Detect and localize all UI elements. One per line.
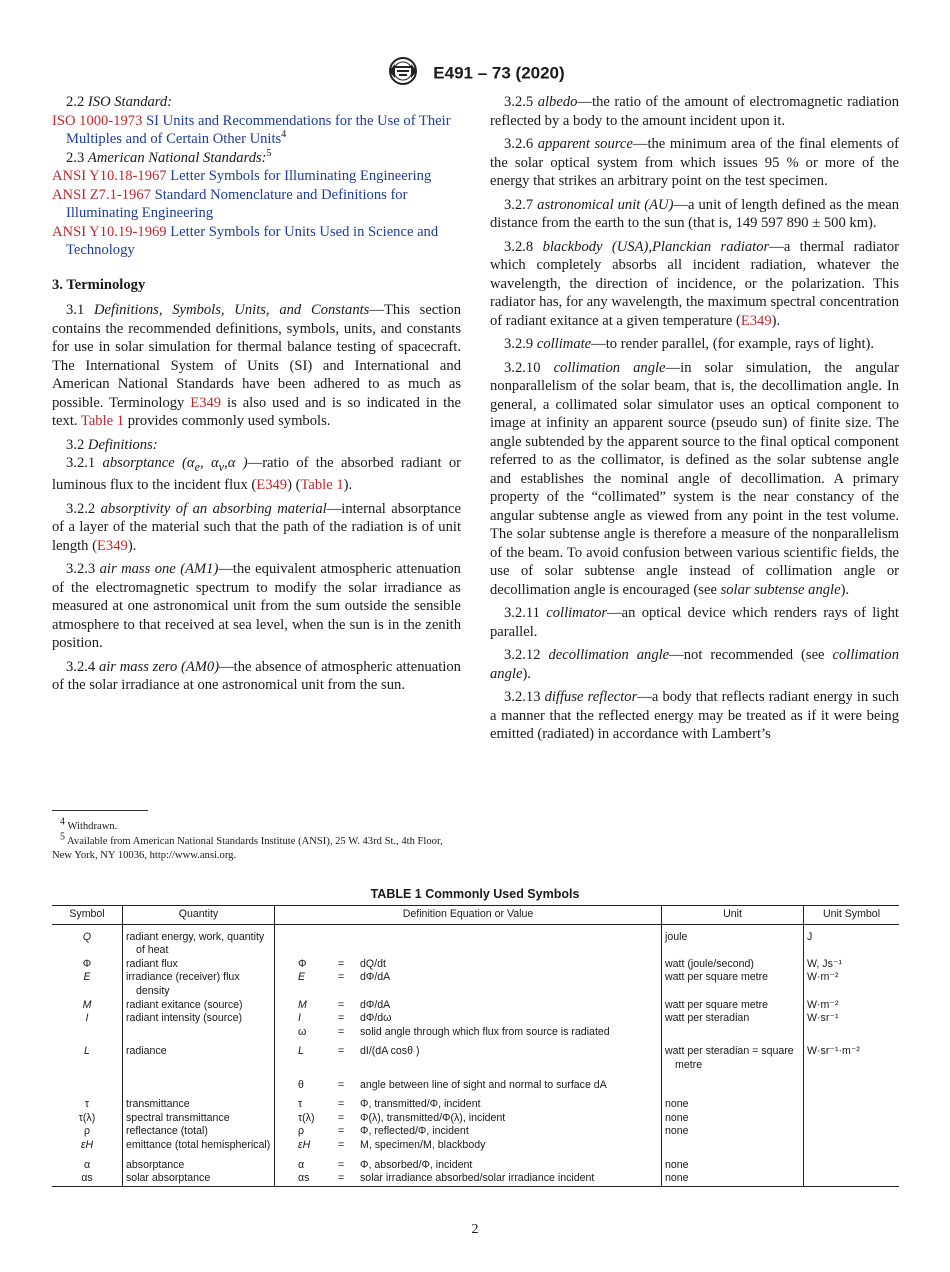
cell-unit-symbol: [804, 1092, 900, 1112]
e349-link[interactable]: E349: [740, 312, 772, 329]
ansi-ref-code-link[interactable]: ANSI Y10.18-1967: [52, 168, 167, 184]
left-column: [52, 93, 461, 700]
cell-unit-symbol: [804, 1153, 900, 1173]
cell-quantity: solar absorptance: [123, 1172, 275, 1186]
cell-unit: none: [662, 1172, 804, 1186]
cell-symbol: ρ: [83, 1125, 91, 1138]
table-row: [52, 1026, 899, 1040]
paragraph-3-2-7: 3.2.7 astronomical unit (AU)—a unit of length defined as the mean distance from the earth to the sun (that is, 149 597 890 ± 500 km).: [490, 196, 899, 231]
cell-unit: [662, 1139, 804, 1153]
header-quantity: Quantity: [123, 906, 275, 925]
paragraph-3-2-9: 3.2.9 collimate—to render parallel, (for example, rays of light).: [504, 336, 875, 352]
paragraph-3-2-6: 3.2.6 apparent source—the minimum area of the final elements of the solar optical system from which issues 95 % or more of the energy that strikes an arbitrary point on the test specimen.: [490, 136, 899, 189]
e349-link[interactable]: E349: [97, 537, 128, 554]
paragraph-3-2: 3.2 Definitions:: [66, 436, 158, 453]
cell-definition: [275, 924, 662, 958]
cell-symbol: τ: [84, 1098, 90, 1111]
cell-symbol: Φ: [82, 957, 92, 970]
e349-link[interactable]: E349: [190, 394, 222, 411]
paragraph-3-2-8: 3.2.8 blackbody (USA),Planckian radiator—a thermal radiator which completely absorbs all incident radiation, whatever the wavelength, the direction of incidence, or the polarization. This radiator has, for any wavelength, the maximum spectral concentration of radiant exitance at a given temperature (E349).: [490, 238, 899, 329]
paragraph-3-2-1: 3.2.1 absorptance ($\alpha_e$, $\alpha_v,\alpha$ )—ratio of the absorbed radiant or luminous flux to the incident flux (E349) (Table 1).: [52, 455, 462, 494]
page-number: 2: [471, 1222, 479, 1237]
document-designation: E491 – 73 (2020): [433, 63, 565, 83]
table-title: TABLE 1 Commonly Used Symbols: [370, 887, 580, 901]
cell-symbol: I: [85, 1012, 89, 1025]
cell-unit-symbol: [804, 1125, 900, 1139]
cell-definition: I = dΦ/dω: [275, 1012, 662, 1026]
cell-quantity: irradiance (receiver) flux density: [123, 971, 275, 998]
iso-heading: 2.2 ISO Standard:: [66, 94, 173, 110]
table-row: [52, 1172, 899, 1186]
cell-definition: τ = Φ, transmitted/Φ, incident: [275, 1092, 662, 1112]
symbols-table: [52, 905, 899, 1187]
cell-quantity: transmittance: [123, 1092, 275, 1112]
cell-symbol: E: [83, 971, 91, 984]
table-row: [52, 1139, 899, 1153]
paragraph-3-2-4: 3.2.4 air mass zero (AM0)—the absence of atmospheric attenuation of the solar irradiance at one astronomical unit from the sun.: [52, 658, 461, 694]
astm-logo-icon: [385, 56, 421, 91]
ansi-ref-code-link[interactable]: ANSI Z7.1-1967: [52, 186, 151, 203]
iso-reference: ISO 1000-1973 SI Units and Recommendations for the Use of Their Multiples and of Certain Other Units$^4$: [52, 112, 451, 147]
table1-link[interactable]: Table 1: [80, 413, 125, 429]
cell-definition: ω = solid angle through which flux from source is radiated: [275, 1026, 662, 1040]
cell-symbol: Q: [82, 930, 92, 943]
paragraph-3-2-3: 3.2.3 air mass one (AM1)—the equivalent atmospheric attenuation of the electromagnetic spectrum to modify the solar irradiance as measured at one astronomical unit from the sum outside the sensible atmosphere to that received at sea level, when the sun is in the zenith position.: [52, 561, 461, 652]
table-row: [52, 1125, 899, 1139]
table-row: [52, 1153, 899, 1173]
ansi-reference: [52, 167, 461, 186]
paragraph-3-1: 3.1 Definitions, Symbols, Units, and Constants—This section contains the recommended definitions, symbols, units, and constants for use in solar simulation for thermal balance testing of spacecraft. The International System of Units (SI) and International and American National Standards have been adhered to as much as possible. Terminology E349 is also used and is so indicated in the text. Table 1 provides commonly used symbols.: [52, 302, 461, 429]
cell-unit: watt (joule/second): [662, 958, 804, 972]
cell-symbol: [52, 1026, 123, 1040]
cell-quantity: reflectance (total): [123, 1125, 275, 1139]
cell-quantity: emittance (total hemispherical): [123, 1139, 275, 1153]
cell-unit: watt per steradian: [662, 1012, 804, 1026]
cell-definition: τ(λ) = Φ(λ), transmitted/Φ(λ), incident: [275, 1112, 662, 1126]
cell-unit: none: [662, 1153, 804, 1173]
footnote-4: $^4$ Withdrawn.: [59, 816, 118, 832]
cell-definition: θ = angle between line of sight and normal to surface dA: [275, 1073, 662, 1093]
cell-unit-symbol: W, Js⁻¹: [804, 958, 900, 972]
cell-unit-symbol: W·m⁻²: [804, 999, 900, 1013]
ansi-heading: 2.3 American National Standards:$^5$: [66, 147, 272, 166]
iso-ref-title-link[interactable]: SI Units and Recommendations for the Use of Their Multiples and of Certain Other Units: [66, 112, 451, 147]
cell-unit-symbol: [804, 1112, 900, 1126]
table-row: [52, 1112, 899, 1126]
cell-unit-symbol: [804, 1139, 900, 1153]
cell-unit: none: [662, 1112, 804, 1126]
iso-ref-code-link[interactable]: ISO 1000-1973: [52, 112, 143, 129]
cell-unit-symbol: W·m⁻²: [804, 971, 900, 998]
header-definition: Definition Equation or Value: [275, 906, 662, 925]
footnote-rule: [52, 810, 148, 811]
e349-link[interactable]: E349: [256, 477, 288, 494]
header-unit-symbol: Unit Symbol: [804, 906, 900, 925]
ansi-ref-title-link[interactable]: Standard Nomenclature and Definitions for Illuminating Engineering: [66, 186, 408, 221]
paragraph-3-2-11: 3.2.11 collimator—an optical device which renders rays of light parallel.: [490, 605, 899, 640]
cell-definition: Φ = dQ/dt: [275, 958, 662, 972]
table-row: [52, 1039, 899, 1072]
cell-symbol: αs: [52, 1172, 123, 1186]
paragraph-3-2-13: 3.2.13 diffuse reflector—a body that reflects radiant energy in such a manner that the reflected energy may be treated as if it were being emitted (radiated) in accordance with Lambert’s: [490, 689, 900, 742]
cell-quantity: [123, 1026, 275, 1040]
ansi-reference: [52, 223, 461, 260]
cell-definition: εH = M, specimen/M, blackbody: [275, 1139, 662, 1153]
cell-quantity: [123, 1073, 275, 1093]
ansi-reference: [52, 186, 461, 223]
cell-symbol: εH: [80, 1138, 94, 1151]
cell-unit-symbol: W·sr⁻¹: [804, 1012, 900, 1026]
table-row: [52, 924, 899, 958]
cell-definition: αs = solar irradiance absorbed/solar irradiance incident: [275, 1172, 662, 1186]
cell-quantity: absorptance: [123, 1153, 275, 1173]
cell-quantity: radiant energy, work, quantity of heat: [123, 924, 275, 958]
cell-symbol: L: [84, 1045, 90, 1058]
cell-unit: none: [662, 1092, 804, 1112]
table-row: [52, 1073, 899, 1093]
cell-quantity: radiant exitance (source): [123, 999, 275, 1013]
cell-symbol: [52, 1073, 123, 1093]
cell-symbol: τ(λ): [78, 1111, 96, 1124]
cell-quantity: radiant flux: [123, 958, 275, 972]
table-row: [52, 971, 899, 998]
cell-definition: M = dΦ/dA: [275, 999, 662, 1013]
cell-unit: joule: [662, 924, 804, 958]
cell-unit: watt per square metre: [662, 999, 804, 1013]
ansi-ref-title-link[interactable]: Letter Symbols for Units Used in Science and Technology: [66, 223, 439, 258]
page-header: [0, 56, 950, 91]
ansi-ref-title-link[interactable]: Letter Symbols for Illuminating Engineering: [170, 168, 432, 184]
table-header-row: [52, 906, 899, 925]
table1-link[interactable]: Table 1: [300, 477, 344, 494]
cell-symbol: α: [83, 1158, 91, 1171]
footnote-5: $^5$ Available from American National Standards Institute (ANSI), 25 W. 43rd St., 4th Floor, New York, NY 10036, http://www.ansi.org.: [52, 831, 443, 861]
table-row: [52, 1012, 899, 1026]
cell-unit-symbol: J: [804, 924, 900, 958]
section-title: 3. Terminology: [52, 276, 146, 293]
ansi-ref-code-link[interactable]: ANSI Y10.19-1969: [52, 223, 167, 240]
cell-quantity: radiance: [123, 1039, 275, 1072]
header-unit: Unit: [662, 906, 804, 925]
cell-unit-symbol: W·sr⁻¹·m⁻²: [804, 1039, 900, 1072]
cell-unit: watt per steradian = square metre: [662, 1039, 804, 1072]
cell-quantity: radiant intensity (source): [123, 1012, 275, 1026]
paragraph-3-2-12: 3.2.12 decollimation angle—not recommended (see collimation angle).: [490, 647, 900, 682]
cell-unit: watt per square metre: [662, 971, 804, 998]
cell-definition: L = dI/(dA cosθ ): [275, 1039, 662, 1072]
table-row: [52, 999, 899, 1013]
cell-definition: α = Φ, absorbed/Φ, incident: [275, 1153, 662, 1173]
table-row: [52, 958, 899, 972]
paragraph-3-2-10: 3.2.10 collimation angle—in solar simulation, the angular nonparallelism of the solar beam, that is, the decollimation angle. In general, a collimated solar simulator uses an optical component to image at infinity an apparent source (pseudo sun) of finite size. The angle subtended by the apparent source to the final optical component referred to as the collimator, is defined as the solar subtense angle and establishes the nominal angle of decollimation. A primary property of the “collimated” system is the near constancy of the angular subtense angle as viewed from any point in the test volume. The solar subtense angle is therefore a measure of the nonparallelism of the beam. To avoid confusion between various scientific fields, the use of solar subtense angle instead of collimation angle or decollimation angle is encouraged (see solar subtense angle).: [490, 359, 899, 598]
cell-unit-symbol: [804, 1026, 900, 1040]
cell-unit-symbol: [804, 1172, 900, 1186]
cell-unit: none: [662, 1125, 804, 1139]
right-column: [490, 93, 899, 749]
cell-unit: [662, 1026, 804, 1040]
table-row: [52, 1092, 899, 1112]
paragraph-3-2-5: 3.2.5 albedo—the ratio of the amount of electromagnetic radiation reflected by a body to the amount incident upon it.: [490, 94, 899, 129]
cell-definition: ρ = Φ, reflected/Φ, incident: [275, 1125, 662, 1139]
cell-quantity: spectral transmittance: [123, 1112, 275, 1126]
cell-symbol: M: [82, 998, 92, 1011]
paragraph-3-2-2: 3.2.2 absorptivity of an absorbing material—internal absorptance of a layer of the material such that the path of the radiation is of unit length (E349).: [52, 500, 461, 554]
header-symbol: Symbol: [52, 906, 123, 925]
cell-unit: [662, 1073, 804, 1093]
cell-unit-symbol: [804, 1073, 900, 1093]
cell-definition: E = dΦ/dA: [275, 971, 662, 998]
